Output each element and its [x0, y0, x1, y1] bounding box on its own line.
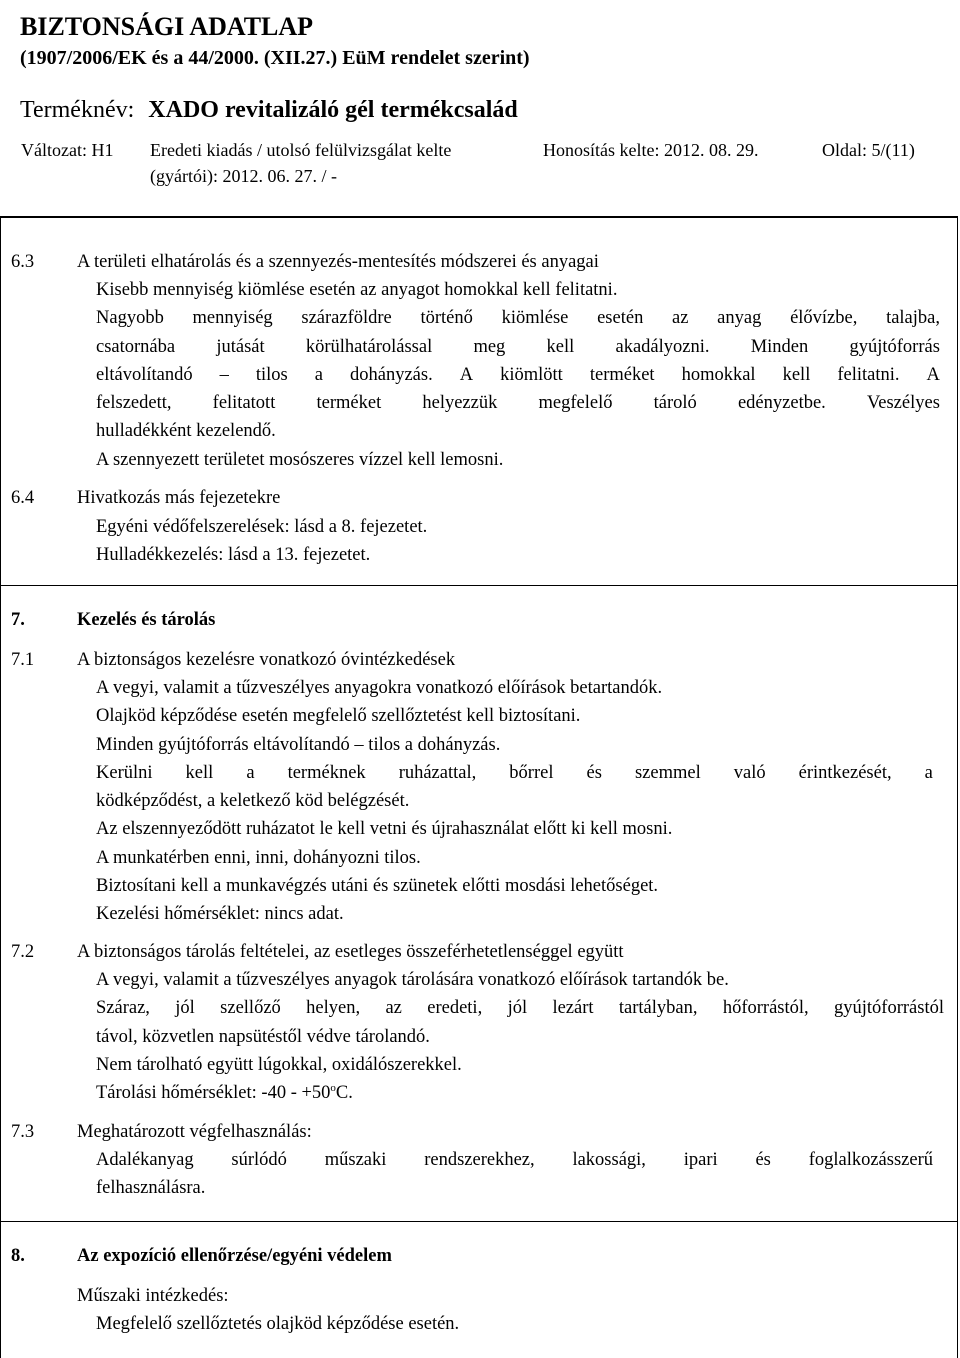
- s72-line-3: távol, közvetlen napsütéstől védve tárolandó.: [96, 1027, 430, 1047]
- word: meg: [473, 337, 506, 357]
- word: való: [733, 763, 766, 783]
- section-7-box: [0, 586, 958, 1222]
- s73-number: 7.3: [11, 1122, 35, 1142]
- word: felitatott: [212, 393, 276, 413]
- word: akadályozni.: [615, 337, 710, 357]
- s72-line-2: [96, 994, 944, 1023]
- word: a: [246, 763, 255, 783]
- word: kiömlött: [500, 365, 563, 385]
- word: felszedett,: [96, 393, 172, 413]
- word: jutását: [216, 337, 265, 357]
- word: súrlódó: [231, 1150, 287, 1170]
- word: talajba,: [886, 308, 940, 328]
- issue-label: Eredeti kiadás / utolsó felülvizsgálat kelte: [150, 140, 452, 160]
- word: körülhatárolással: [305, 337, 433, 357]
- word: eredeti,: [427, 998, 483, 1018]
- word: kell: [782, 365, 811, 385]
- s7-title: Kezelés és tárolás: [77, 610, 216, 630]
- s71-line-9: Kezelési hőmérséklet: nincs adat.: [96, 904, 344, 924]
- word: A: [926, 365, 940, 385]
- s64-line-1: Egyéni védőfelszerelések: lásd a 8. fejezetet.: [96, 517, 428, 537]
- s72-line-4: Nem tárolható együtt lúgokkal, oxidálószerekkel.: [96, 1055, 462, 1075]
- word: tilos: [255, 365, 288, 385]
- issue-dates: (gyártói): 2012. 06. 27. / -: [150, 166, 337, 186]
- word: rendszerekhez,: [424, 1150, 535, 1170]
- s73-title: Meghatározott végfelhasználás:: [77, 1122, 312, 1142]
- s63-line-2: [96, 304, 940, 333]
- word: gyújtóforrástól: [834, 998, 944, 1018]
- word: bőrrel: [509, 763, 554, 783]
- word: ipari: [683, 1150, 718, 1170]
- word: Adalékanyag: [96, 1150, 194, 1170]
- word: történő: [420, 308, 473, 328]
- section-8-box: [0, 1222, 958, 1358]
- word: ruházattal,: [398, 763, 477, 783]
- regulation-subtitle: (1907/2006/EK és a 44/2000. (XII.27.) EüM rendelet szerint): [20, 47, 530, 69]
- s8-subheading: Műszaki intézkedés:: [77, 1286, 229, 1306]
- s71-title: A biztonságos kezelésre vonatkozó óvintézkedések: [77, 650, 456, 670]
- word: helyen,: [306, 998, 361, 1018]
- word: lakossági,: [572, 1150, 646, 1170]
- word: helyezzük: [422, 393, 498, 413]
- s63-line-6: hulladékként kezelendő.: [96, 421, 276, 441]
- s71-line-1: A vegyi, valamit a tűzveszélyes anyagokra vonatkozó előírások betartandók.: [96, 678, 663, 698]
- s64-number: 6.4: [11, 488, 35, 508]
- word: dohányzás.: [350, 365, 433, 385]
- s71-number: 7.1: [11, 650, 35, 670]
- s63-line-7: A szennyezett területet mosószeres vízzel kell lemosni.: [96, 450, 504, 470]
- section-6-box: [0, 216, 958, 586]
- s72-line-1: A vegyi, valamit a tűzveszélyes anyagok tárolására vonatkozó előírások tartandók be.: [96, 970, 729, 990]
- s64-line-2: Hulladékkezelés: lásd a 13. fejezetet.: [96, 545, 371, 565]
- s71-line-5: ködképződést, a keletkező köd belégzését.: [96, 791, 410, 811]
- word: a: [314, 365, 323, 385]
- word: A: [459, 365, 474, 385]
- word: terméket: [589, 365, 655, 385]
- word: szemmel: [634, 763, 701, 783]
- word: terméknek: [287, 763, 366, 783]
- word: lezárt: [552, 998, 594, 1018]
- product-name: XADO revitalizáló gél termékcsalád: [148, 97, 518, 123]
- word: az: [672, 308, 689, 328]
- product-line: [20, 97, 518, 124]
- word: mennyiség: [192, 308, 273, 328]
- s72-title: A biztonságos tárolás feltételei, az esetleges összeférhetetlenséggel együtt: [77, 942, 624, 962]
- s71-line-4: [96, 759, 933, 788]
- word: műszaki: [324, 1150, 387, 1170]
- s63-line-3: [96, 333, 940, 362]
- word: gyújtóforrás: [849, 337, 940, 357]
- s63-line-1: Kisebb mennyiség kiömlése esetén az anyagot homokkal kell felitatni.: [96, 280, 618, 300]
- version: Változat: H1: [21, 140, 114, 160]
- document-title: BIZTONSÁGI ADATLAP: [20, 12, 314, 41]
- word: a: [924, 763, 933, 783]
- word: edényzetbe.: [737, 393, 826, 413]
- word: kiömlése: [501, 308, 569, 328]
- s71-line-2: Olajköd képződése esetén megfelelő szellőztetést kell biztosítani.: [96, 706, 581, 726]
- word: kell: [546, 337, 575, 357]
- word: csatornába: [96, 337, 176, 357]
- word: és: [586, 763, 602, 783]
- word: szárazföldre: [301, 308, 392, 328]
- s8-line-1: Megfelelő szellőztetés olajköd képződése esetén.: [96, 1314, 460, 1334]
- word: Minden: [750, 337, 809, 357]
- word: felitatni.: [837, 365, 900, 385]
- s63-title: A területi elhatárolás és a szennyezés-mentesítés módszerei és anyagai: [77, 252, 599, 272]
- s71-line-7: A munkatérben enni, inni, dohányozni tilos.: [96, 848, 421, 868]
- s63-line-5: [96, 389, 940, 418]
- word: megfelelő: [538, 393, 613, 413]
- word: eltávolítandó: [96, 365, 193, 385]
- product-label: Terméknév:: [20, 97, 135, 123]
- page-number: Oldal: 5/(11): [822, 140, 915, 160]
- s71-line-8: Biztosítani kell a munkavégzés utáni és szünetek előtti mosdási lehetőséget.: [96, 876, 659, 896]
- word: kell: [185, 763, 214, 783]
- s8-number: 8.: [11, 1246, 25, 1266]
- s8-title: Az expozíció ellenőrzése/egyéni védelem: [77, 1246, 392, 1266]
- word: élővízbe,: [790, 308, 858, 328]
- word: –: [219, 365, 229, 385]
- s63-number: 6.3: [11, 252, 35, 272]
- word: jól: [175, 998, 195, 1018]
- word: Nagyobb: [96, 308, 164, 328]
- s63-line-4: [96, 361, 940, 390]
- word: hőforrástól,: [722, 998, 809, 1018]
- word: szellőző: [220, 998, 281, 1018]
- s73-line-1: [96, 1146, 933, 1175]
- s64-title: Hivatkozás más fejezetekre: [77, 488, 281, 508]
- s71-line-6: Az elszennyeződött ruházatot le kell vetni és újrahasználat előtt ki kell mosni.: [96, 819, 673, 839]
- word: anyag: [717, 308, 762, 328]
- word: Kerülni: [96, 763, 153, 783]
- word: terméket: [316, 393, 382, 413]
- approval-date: Honosítás kelte: 2012. 08. 29.: [543, 140, 759, 160]
- s7-number: 7.: [11, 610, 25, 630]
- word: esetén: [597, 308, 644, 328]
- s72-number: 7.2: [11, 942, 35, 962]
- word: homokkal: [681, 365, 756, 385]
- s72-line-5: Tárolási hőmérséklet: $-40 - +50^oC$.: [96, 1082, 353, 1103]
- word: foglalkozásszerű: [808, 1150, 933, 1170]
- word: az: [385, 998, 402, 1018]
- word: tároló: [653, 393, 697, 413]
- word: Száraz,: [96, 998, 150, 1018]
- word: érintkezését,: [798, 763, 892, 783]
- word: tartályban,: [618, 998, 698, 1018]
- word: jól: [507, 998, 528, 1018]
- s71-line-3: Minden gyújtóforrás eltávolítandó – tilos a dohányzás.: [96, 735, 501, 755]
- word: Veszélyes: [866, 393, 940, 413]
- s73-line-2: felhasználásra.: [96, 1178, 206, 1198]
- word: és: [755, 1150, 771, 1170]
